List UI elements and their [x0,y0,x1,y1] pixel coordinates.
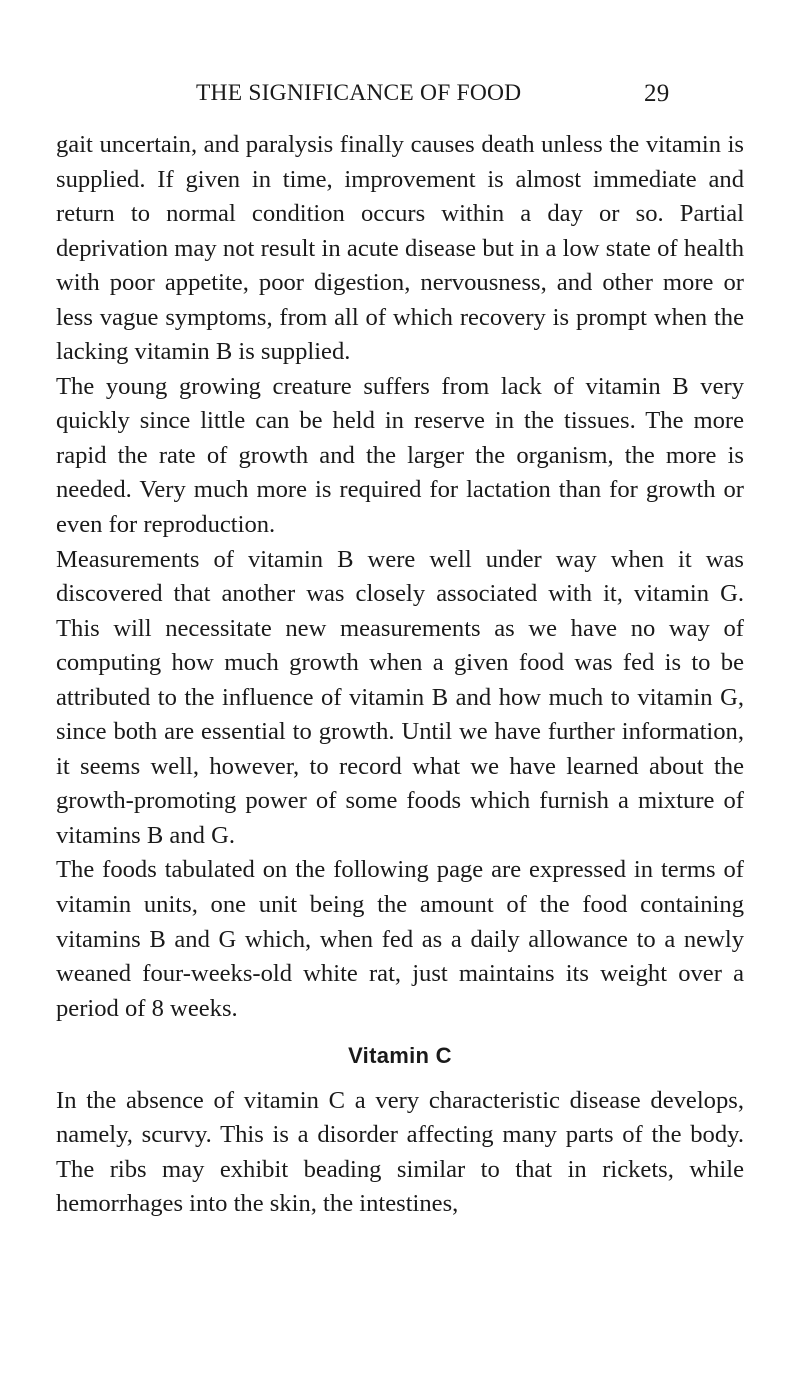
body-text [56,128,744,1222]
paragraph-vitamin-c: In the absence of vitamin C a very characteristic disease develops, namely, scurvy. This is a disorder affecting many parts of the body. The ribs may exhibit beading similar to that in rickets, while hemorrhages into the skin, the intestines, [56,1086,744,1218]
running-head-title: THE SIGNIFICANCE OF FOOD [196,80,522,106]
paragraph-foods-tabulated: The foods tabulated on the following page are expressed in terms of vitamin units, one unit being the amount of the food containing vitamins B and G which, when fed as a daily allowance to a newly weaned four-weeks-old white rat, just maintains its weight over a period of 8 weeks. [56,856,744,1022]
paragraph-continuation: gait uncertain, and paralysis finally causes death unless the vitamin is supplied. If given in time, improvement is almost immediate and return to normal condition occurs within a day or so. Partial deprivation may not result in acute disease but in a low state of health with poor appetite, poor digestion, nervousness, and other more or less vague symptoms, from all of which recovery is prompt when the lacking vitamin B is supplied. [56,131,744,366]
paragraph-measurements: Measurements of vitamin B were well under way when it was discovered that another was closely associated with it, vitamin G. This will necessitate new measurements as we have no way of computing how much growth when a given food was fed is to be attributed to the influence of vitamin B and how much to vitamin G, since both are essential to growth. Until we have further information, it seems well, however, to record what we have learned about the growth-promoting power of some foods which furnish a mixture of vitamins B and G. [56,545,744,849]
section-heading-vitamin-c: Vitamin C [348,1043,452,1069]
page-number: 29 [644,80,670,107]
paragraph-young-growing: The young growing creature suffers from lack of vitamin B very quickly since little can be held in reserve in the tissues. The more rapid the rate of growth and the larger the organism, the more is needed. Very much more is required for lactation than for growth or even for reproduction. [56,372,744,539]
